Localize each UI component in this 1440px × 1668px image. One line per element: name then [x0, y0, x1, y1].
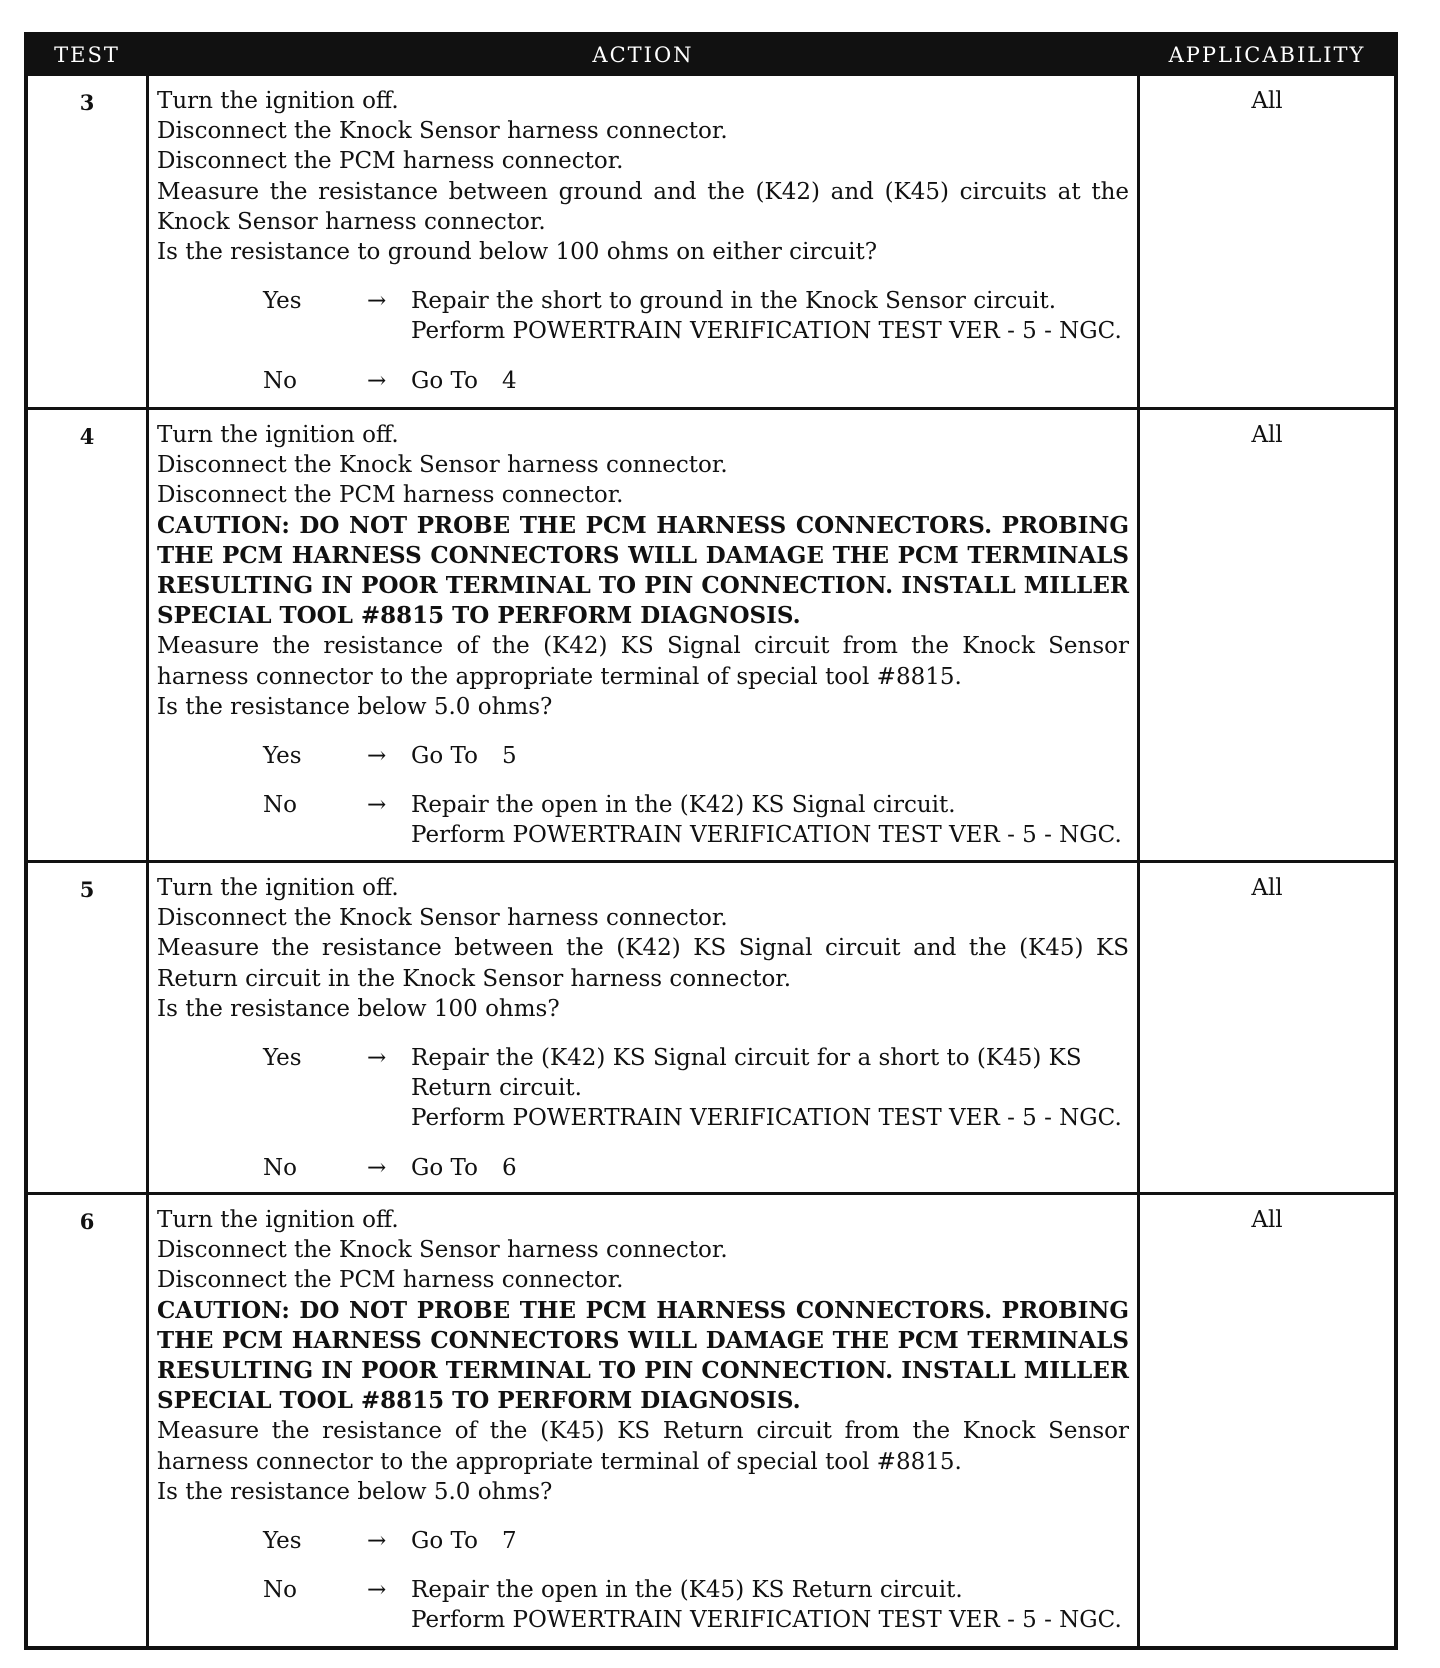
no-response — [263, 1153, 1129, 1183]
action-cell — [149, 76, 1140, 410]
action-question: Is the resistance to ground below 100 ohms on either circuit? — [157, 239, 878, 266]
applicability-value: All — [1140, 863, 1394, 1195]
no-label: No — [263, 1154, 297, 1181]
action-step: Turn the ignition off. — [157, 422, 399, 448]
arrow-icon: → — [367, 1045, 387, 1072]
action-step: Turn the ignition off. — [157, 1207, 399, 1233]
goto-step-number: 7 — [501, 1528, 517, 1555]
no-response — [263, 790, 1129, 850]
yes-label: Yes — [263, 288, 302, 315]
result-line: Repair the open in the (K45) KS Return circuit. — [411, 1577, 963, 1604]
action-step: Disconnect the Knock Sensor harness connector. — [157, 905, 728, 932]
caution-warning: CAUTION: DO NOT PROBE THE PCM HARNESS CONNECTORS. PROBING THE PCM HARNESS CONNECTORS WILL DAMAGE THE PCM TERMINALS RESULTING IN POOR TERMINAL TO PIN CONNECTION. INSTALL MILLER SPECIAL TOOL #8815 TO PERFORM DIAGNOSIS. — [157, 1296, 1129, 1415]
caution-warning: CAUTION: DO NOT PROBE THE PCM HARNESS CONNECTORS. PROBING THE PCM HARNESS CONNECTORS WILL DAMAGE THE PCM TERMINALS RESULTING IN POOR TERMINAL TO PIN CONNECTION. INSTALL MILLER SPECIAL TOOL #8815 TO PERFORM DIAGNOSIS. — [157, 511, 1129, 630]
yes-label: Yes — [263, 743, 302, 770]
action-question: Is the resistance below 100 ohms? — [157, 995, 560, 1022]
action-cell — [149, 863, 1140, 1195]
goto-instruction — [411, 1526, 1129, 1556]
header-applicability: APPLICABILITY — [1140, 36, 1394, 76]
yes-response — [263, 1526, 1129, 1556]
responses — [157, 741, 1129, 851]
header-action: ACTION — [149, 36, 1140, 76]
result-line: Perform POWERTRAIN VERIFICATION TEST VER - 5 - NGC. — [411, 1607, 1122, 1634]
action-cell — [149, 1195, 1140, 1648]
result-line: Perform POWERTRAIN VERIFICATION TEST VER - 5 - NGC. — [411, 822, 1122, 849]
goto-label: Go To — [411, 1528, 478, 1555]
arrow-icon: → — [367, 367, 387, 394]
response-result — [411, 1043, 1129, 1134]
goto-step-number: 4 — [501, 367, 517, 394]
applicability-value: All — [1140, 76, 1394, 410]
response-result — [411, 1575, 1129, 1635]
yes-response — [263, 286, 1129, 346]
action-step: Measure the resistance of the (K45) KS Return circuit from the Knock Sensor harness connector to the appropriate terminal of special tool #8815. — [157, 1418, 1129, 1475]
action-step: Disconnect the Knock Sensor harness connector. — [157, 1237, 728, 1264]
no-label: No — [263, 792, 297, 819]
action-step: Measure the resistance of the (K42) KS Signal circuit from the Knock Sensor harness connector to the appropriate terminal of special tool #8815. — [157, 633, 1129, 690]
yes-response — [263, 741, 1129, 771]
action-step: Measure the resistance between the (K42) KS Signal circuit and the (K45) KS Return circuit in the Knock Sensor harness connector. — [157, 935, 1129, 992]
goto-step-number: 6 — [501, 1154, 517, 1181]
result-line: Repair the short to ground in the Knock Sensor circuit. — [411, 288, 1057, 315]
test-number: 5 — [28, 863, 149, 1195]
arrow-icon: → — [367, 743, 387, 770]
yes-response — [263, 1043, 1129, 1134]
action-step: Disconnect the PCM harness connector. — [157, 482, 624, 509]
no-response — [263, 366, 1129, 396]
result-line: Perform POWERTRAIN VERIFICATION TEST VER - 5 - NGC. — [411, 1105, 1122, 1132]
no-response — [263, 1575, 1129, 1635]
action-step: Turn the ignition off. — [157, 875, 399, 901]
action-step: Measure the resistance between ground and the (K42) and (K45) circuits at the Knock Sensor harness connector. — [157, 178, 1129, 235]
goto-instruction — [411, 366, 1129, 396]
responses — [157, 1526, 1129, 1636]
action-step: Disconnect the PCM harness connector. — [157, 1267, 624, 1294]
arrow-icon: → — [367, 1577, 387, 1604]
arrow-icon: → — [367, 288, 387, 315]
action-step: Disconnect the Knock Sensor harness connector. — [157, 118, 728, 145]
test-number: 4 — [28, 410, 149, 863]
goto-label: Go To — [411, 1154, 478, 1181]
action-step: Disconnect the PCM harness connector. — [157, 148, 624, 175]
header-test: TEST — [28, 36, 149, 76]
result-line: Perform POWERTRAIN VERIFICATION TEST VER - 5 - NGC. — [411, 318, 1122, 345]
action-step: Turn the ignition off. — [157, 88, 399, 114]
arrow-icon: → — [367, 1154, 387, 1181]
goto-label: Go To — [411, 367, 478, 394]
goto-step-number: 5 — [501, 743, 517, 770]
responses — [157, 286, 1129, 396]
applicability-value: All — [1251, 1207, 1283, 1233]
diagnostic-test-table — [24, 32, 1398, 1650]
arrow-icon: → — [367, 1528, 387, 1555]
goto-instruction — [411, 741, 1129, 771]
no-label: No — [263, 1577, 297, 1604]
result-line: Repair the open in the (K42) KS Signal circuit. — [411, 792, 956, 819]
action-step: Disconnect the Knock Sensor harness connector. — [157, 452, 728, 479]
applicability-value: All — [1140, 410, 1394, 863]
yes-label: Yes — [263, 1045, 302, 1072]
action-cell — [149, 410, 1140, 863]
responses — [157, 1043, 1129, 1183]
test-number: 3 — [28, 76, 149, 410]
no-label: No — [263, 367, 297, 394]
yes-label: Yes — [263, 1528, 302, 1555]
test-number: 6 — [28, 1195, 149, 1648]
goto-label: Go To — [411, 743, 478, 770]
result-line: Repair the (K42) KS Signal circuit for a short to (K45) KS Return circuit. — [411, 1045, 1082, 1102]
action-question: Is the resistance below 5.0 ohms? — [157, 693, 553, 720]
action-question: Is the resistance below 5.0 ohms? — [157, 1478, 553, 1505]
response-result — [411, 286, 1129, 346]
goto-instruction — [411, 1153, 1129, 1183]
response-result — [411, 790, 1129, 850]
arrow-icon: → — [367, 792, 387, 819]
